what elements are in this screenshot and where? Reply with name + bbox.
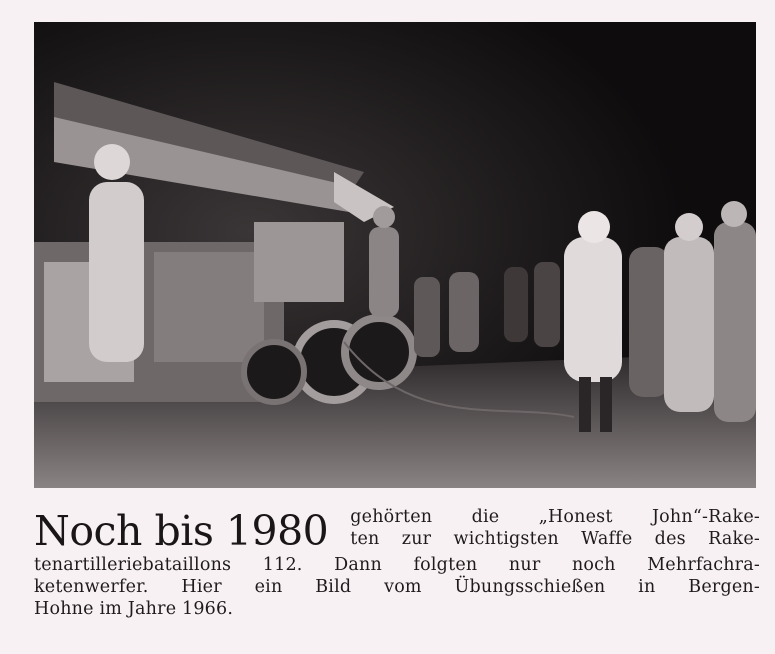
- soldier-figure: [664, 237, 714, 412]
- truck-grille: [154, 252, 264, 362]
- soldier-figure: [714, 222, 756, 422]
- soldier-leg: [579, 377, 591, 432]
- caption-line: tenartilleriebataillons 112. Dann folgten nur noch Mehrfachra-: [34, 555, 760, 575]
- soldier-figure: [89, 182, 144, 362]
- soldier-head: [373, 206, 395, 228]
- soldier-figure: [369, 227, 399, 317]
- soldier-head: [721, 201, 747, 227]
- soldier-figure: [449, 272, 479, 352]
- soldier-head: [578, 211, 610, 243]
- caption-line: ketenwerfer. Hier ein Bild vom Übungsschießen in Bergen-: [34, 577, 760, 597]
- soldier-figure: [534, 262, 560, 347]
- soldier-head: [94, 144, 130, 180]
- caption-line: ten zur wichtigsten Waffe des Rake-: [350, 529, 760, 549]
- truck-wheel: [244, 342, 304, 402]
- soldier-figure: [629, 247, 669, 397]
- photo-illustration: [34, 22, 756, 488]
- soldier-figure: [564, 237, 622, 382]
- soldier-figure: [504, 267, 528, 342]
- soldier-figure: [414, 277, 440, 357]
- photo-caption: [34, 506, 760, 620]
- newspaper-photo: [34, 22, 756, 488]
- truck-cab: [254, 222, 344, 302]
- caption-line: gehörten die „Honest John“-Rake-: [350, 507, 760, 527]
- soldier-leg: [600, 377, 612, 432]
- caption-line: Hohne im Jahre 1966.: [34, 599, 234, 619]
- caption-lead: Noch bis 1980: [34, 507, 329, 554]
- soldier-head: [675, 213, 703, 241]
